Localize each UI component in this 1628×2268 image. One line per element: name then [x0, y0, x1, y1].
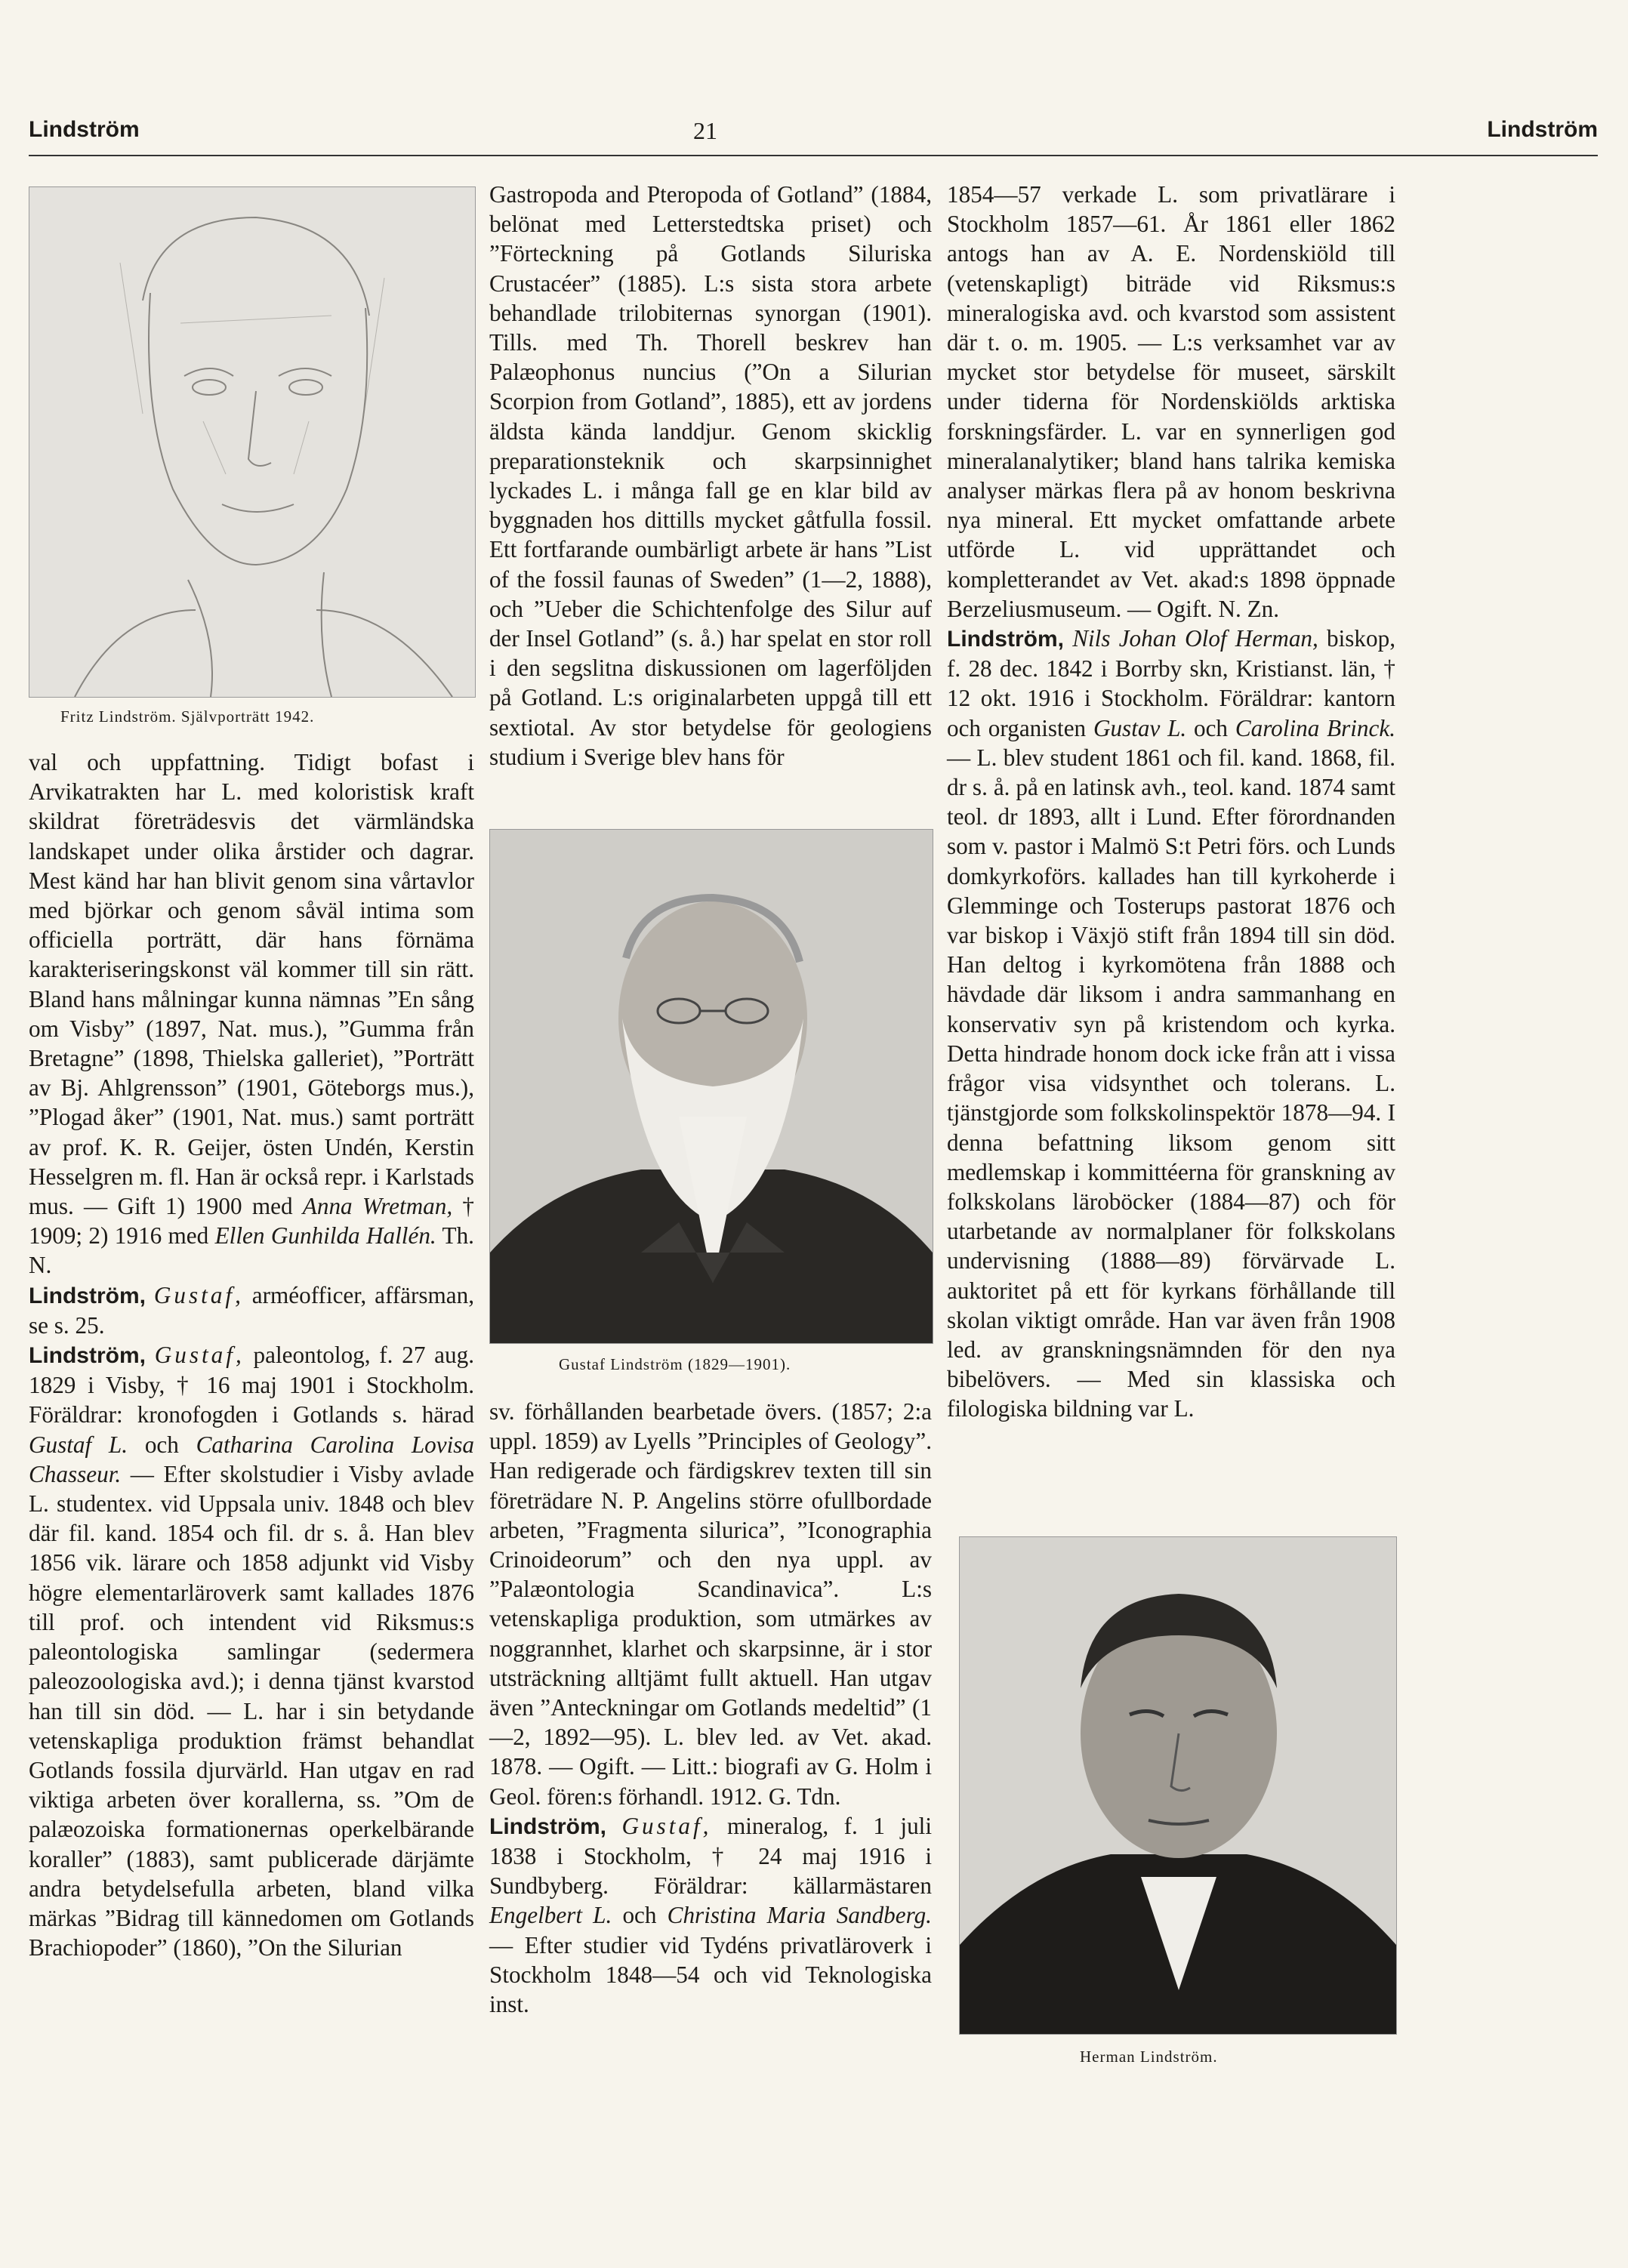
text-italic: Ellen Gunhilda Hallén.: [214, 1222, 436, 1250]
text-italic: Catharina Carolina Lovisa Chasseur.: [29, 1431, 475, 1487]
text-italic: Christina Maria Sandberg.: [667, 1902, 932, 1929]
running-head-left: Lindström: [29, 117, 140, 142]
text: — Efter studier vid Tydéns privatläroverk i Stockholm 1848—54 och vid Teknologiska inst.: [489, 1931, 932, 2018]
portrait-fritz-lindstrom: [29, 186, 476, 698]
headword: Lindström,: [947, 627, 1064, 652]
portrait-herman-lindstrom: [959, 1536, 1397, 2035]
text: — L. blev student 1861 och fil. kand. 1868, fil. dr s. å. på en latinsk avh., teol. kand. 1874 samt teol. dr 1893, allt i Lund. Efter förordnanden som v. pastor i Malmö S:t Petri förs. och Lunds domkyrkoförs. kallades han till kyrkoherde i Glemminge och Tosterups pastorat 1876 och var biskop i Växjö stift från 1894 till sin död. Han deltog i kyrkomötena från 1888 och hävdade där liksom i andra sammanhang en konservativ syn på kristendom och kyrka. Detta hindrade honom dock icke från att i vissa frågor visa vidsynthet och tolerans. L. tjänstgjorde som folkskolinspektör 1878—94. I denna befattning liksom genom sitt medlemskap i kommittéerna för granskning av folkskolans läroböcker (1884—87) och för utarbetande av normalplaner för folkskolans undervisning (1888—89) förvärvade L. auktoritet på ett för kyrkans förhållande till skolan viktigt område. Han var även från 1908 led. av granskningsnämnden för den nya bibelövers. — Med sin klassiska och filologiska bildning var L.: [947, 744, 1395, 1422]
text: — Efter skolstudier i Visby avlade L. studentex. vid Uppsala univ. 1848 och blev där fil. kand. 1854 och fil. dr s. å. Han blev 1856 vik. lärare och 1858 adjunkt vid Visby högre elementarläroverk samt kallades 1876 till prof. och intendent vid Riksmus:s paleontologiska samlingar (sedermera paleozoologiska avd.); i denna tjänst kvarstod han till sin död. — L. har i sin betydande vetenskapliga produktion främst behandlat Gotlands fossila djurvärld. Han utgav en rad viktiga arbeten över korallerna, ss. ”Om de palæozoiska formationernas operkelbärande koraller” (1883), samt publicerade därjämte andra betydelsefulla arbeten, bland vilka märkas ”Bidrag till kännedomen om Gotlands Brachiopoder” (1860), ”On the Silurian: [29, 1460, 474, 1961]
caption-gustaf: Gustaf Lindström (1829—1901).: [559, 1355, 791, 1373]
portrait-gustaf-lindstrom: [489, 829, 933, 1344]
running-head-right: Lindström: [1487, 117, 1598, 142]
header-rule: [29, 155, 1598, 156]
entry-gustaf-mineralog: [489, 1811, 932, 2019]
entry-gustaf-officer: [29, 1280, 474, 1340]
text: sv. förhållanden bearbetade övers. (1857; 2:a uppl. 1859) av Lyells ”Principles of Geology”. Han redigerade och färdigskrev texten till sin företrädare N. P. Angelins större ofullbordade arbeten, ”Fragmenta silurica”, ”Iconographia Crinoideorum” och den nya uppl. av ”Palæontologia Scandinavica”. L:s vetenskapliga produktion, som utmärkes av noggrannhet, klarhet och skarpsinne, är i stor utsträckning alltjämt fullt aktuell. Han utgav även ”Anteckningar om Gotlands medeltid” (1—2, 1892—95). L. blev led. av Vet. akad. 1878. — Ogift. — Litt.: biografi av G. Holm i Geol. fören:s förhandl. 1912. G. Tdn.: [489, 1398, 932, 1810]
text: Gastropoda and Pteropoda of Gotland” (1884, belönat med Letterstedtska priset) och ”Förteckning på Gotlands Siluriska Crustacéer” (1885). L:s sista stora arbete behandlade trilobiternas synorgan (1901). Tills. med Th. Thorell beskrev han Palæophonus nuncius (”On a Silurian Scorpion from Gotland”, 1885), ett av jordens äldsta kända landdjur. Genom skicklig preparationsteknik och skarpsinnighet lyckades L. i många fall ge en klar bild av byggnaden hos dittills mycket gåtfulla fossil. Ett fortfarande oumbärligt arbete är hans ”List of the fossil faunas of Sweden” (1—2, 1888), och ”Ueber die Schichtenfolge des Silur auf der Insel Gotland” (s. å.) har spelat en stor roll i den segslitna diskussionen om lagerföljden på Gotland. L:s originalarbeten uppgå till ett sextiotal. Av stor betydelse för geologiens studium i Sverige blev hans för: [489, 181, 932, 770]
headword: Lindström,: [489, 1813, 606, 1839]
text: och: [612, 1902, 668, 1929]
text: paleontolog, f. 27 aug. 1829 i Visby, † 16 maj 1901 i Stockholm. Föräldrar: kronofogden i Gotlands s. härad: [29, 1342, 474, 1428]
text-italic: Gustaf L.: [29, 1431, 128, 1458]
text-italic: Gustav L.: [1093, 714, 1187, 741]
text: och: [1186, 714, 1235, 741]
given-name: Gustaf,: [153, 1281, 244, 1308]
entry-herman: [947, 624, 1395, 1423]
page-number: 21: [693, 117, 717, 144]
text: mineralog, f. 1 juli 1838 i Stockholm, † 24 maj 1916 i Sundbyberg. Föräldrar: källarmästaren: [489, 1812, 932, 1900]
text: 1854—57 verkade L. som privatlärare i Stockholm 1857—61. År 1861 eller 1862 antogs han av A. E. Nordenskiöld till (vetenskapligt) biträde vid Riksmus:s mineralogiska avd. och kvarstod som assistent där t. o. m. 1905. — L:s verksamhet var av mycket stor betydelse för museet, särskilt under tiderna för Nordenskiölds arktiska forskningsfärder. L. var en synnerligen god mineralanalytiker; bland hans talrika kemiska analyser märkas flera på av honom beskrivna nya mineral. Ett mycket omfattande arbete utförde L. vid upprättandet och kompletterandet av Vet. akad:s 1898 öppnade Berzeliusmuseum. — Ogift. N. Zn.: [947, 181, 1395, 622]
given-name: Gustaf,: [154, 1342, 245, 1369]
caption-herman: Herman Lindström.: [1080, 2048, 1218, 2066]
text-italic: Carolina Brinck.: [1235, 714, 1396, 741]
caption-fritz: Fritz Lindström. Självporträtt 1942.: [60, 707, 315, 726]
text: † 1909; 2) 1916 med: [29, 1193, 474, 1250]
text: och: [128, 1431, 196, 1458]
text: arméofficer, affärsman, se s. 25.: [29, 1281, 475, 1339]
headword: Lindström,: [29, 1343, 146, 1369]
text: val och uppfattning. Tidigt bofast i Arvikatrakten har L. med koloristisk kraft skildrat företrädesvis det värmländska landskapet under olika årstider och dagrar. Mest känd har han blivit genom sina vårtavlor med björkar och genom såväl intima som officiella porträtt, där hans förnäma karakteriseringskonst väl kommer till sin rätt. Bland hans målningar kunna nämnas ”En sång om Visby” (1897, Nat. mus.), ”Gumma från Bretagne” (1898, Thielska galleriet), ”Porträtt av Bj. Ahlgrensson” (1901, Göteborgs mus.), ”Plogad åker” (1901, Nat. mus.) samt porträtt av prof. K. R. Geijer, östen Undén, Kerstin Hesselgren m. fl. Han är också repr. i Karlstads mus. — Gift 1) 1900 med: [29, 749, 474, 1220]
text: biskop, f. 28 dec. 1842 i Borrby skn, Kristianst. län, † 12 okt. 1916 i Stockholm. Föräldrar: kantorn och organisten: [947, 625, 1395, 741]
given-name: Nils Johan Olof Herman,: [1072, 625, 1318, 652]
column-3: [947, 180, 1395, 1424]
column-1: [29, 747, 474, 1962]
column-2-bottom: [489, 1397, 932, 2019]
given-name: Gustaf,: [621, 1812, 712, 1839]
text-italic: Anna Wretman,: [302, 1193, 453, 1220]
column-2-top: [489, 180, 932, 772]
signature: Th. N.: [29, 1222, 474, 1279]
entry-gustaf-paleontolog: [29, 1340, 474, 1962]
headword: Lindström,: [29, 1283, 146, 1308]
text-italic: Engelbert L.: [489, 1902, 612, 1929]
entry-fritz-text: [29, 747, 474, 1280]
